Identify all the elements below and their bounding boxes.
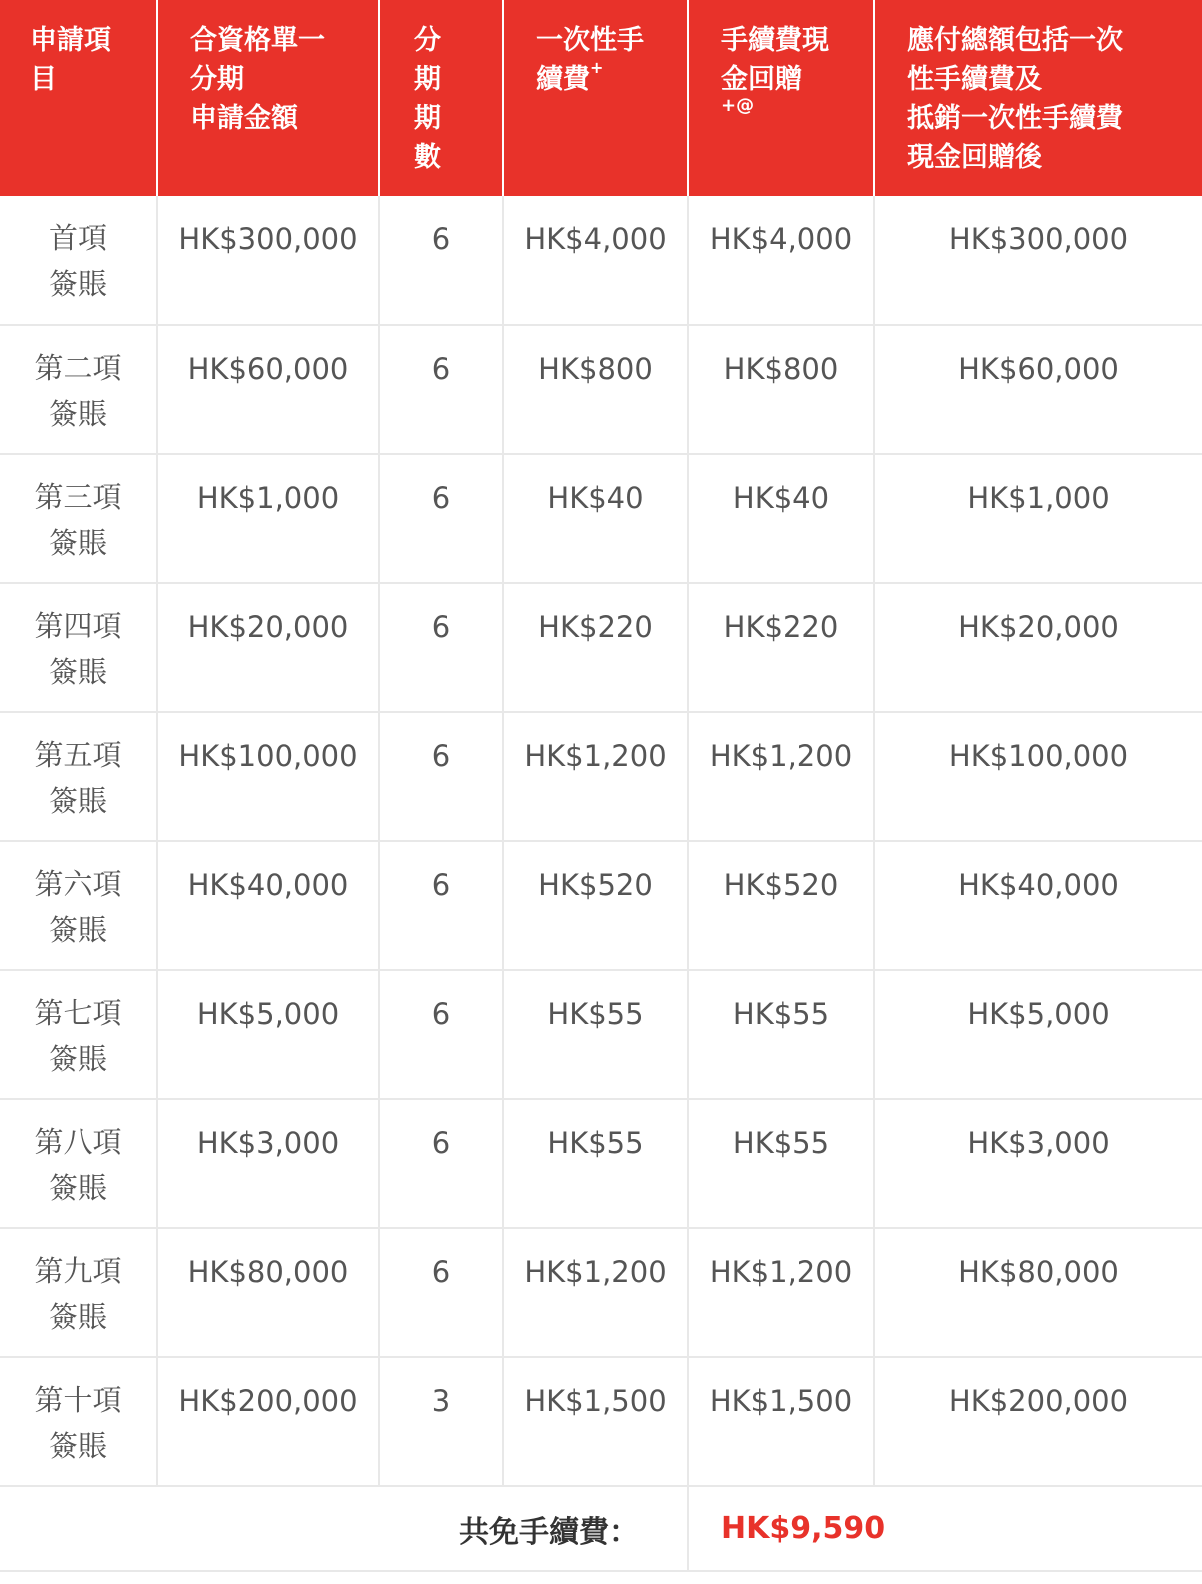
cell-amount: HK$1,000 <box>157 454 379 583</box>
cell-tenor: 6 <box>379 196 503 325</box>
cell-tenor: 6 <box>379 841 503 970</box>
cell-rebate: HK$1,200 <box>688 1228 874 1357</box>
header-line: 期 <box>414 103 441 134</box>
cell-payable: HK$60,000 <box>874 325 1202 454</box>
cell-amount: HK$300,000 <box>157 196 379 325</box>
cell-fee: HK$1,200 <box>503 712 688 841</box>
cell-item <box>0 1228 157 1357</box>
header-line: 應付總額包括一次 <box>907 25 1123 56</box>
item-line: 第三項 <box>34 480 122 514</box>
item-line: 第十項 <box>34 1383 122 1417</box>
cell-tenor: 6 <box>379 583 503 712</box>
header-line: 金回贈 <box>721 64 802 95</box>
cell-fee: HK$1,200 <box>503 1228 688 1357</box>
header-line: 申請金額 <box>190 103 298 134</box>
footnote-marker: +@ <box>721 95 755 116</box>
header-item <box>0 0 157 196</box>
item-line: 簽賬 <box>48 267 107 301</box>
cell-item <box>0 1357 157 1486</box>
cell-rebate: HK$800 <box>688 325 874 454</box>
cell-item <box>0 1099 157 1228</box>
cell-tenor: 6 <box>379 1228 503 1357</box>
cell-fee: HK$4,000 <box>503 196 688 325</box>
item-line: 簽賬 <box>48 784 107 818</box>
item-line: 簽賬 <box>48 1042 107 1076</box>
cell-item <box>0 841 157 970</box>
table-body <box>0 196 1202 1486</box>
cell-tenor: 6 <box>379 1099 503 1228</box>
table-header <box>0 0 1202 196</box>
item-line: 第七項 <box>34 996 122 1030</box>
cell-fee: HK$520 <box>503 841 688 970</box>
header-line-text: 續費 <box>536 64 590 95</box>
item-line: 簽賬 <box>48 913 107 947</box>
cell-rebate: HK$220 <box>688 583 874 712</box>
cell-item <box>0 454 157 583</box>
table-row <box>0 1099 1202 1228</box>
total-label: 共免手續費： <box>0 1486 688 1571</box>
item-line: 第四項 <box>34 609 122 643</box>
header-line: 抵銷一次性手續費 <box>907 103 1123 134</box>
cell-rebate: HK$1,500 <box>688 1357 874 1486</box>
cell-payable: HK$1,000 <box>874 454 1202 583</box>
cell-fee: HK$40 <box>503 454 688 583</box>
table-row <box>0 841 1202 970</box>
table-row <box>0 583 1202 712</box>
cell-fee: HK$1,500 <box>503 1357 688 1486</box>
table-row <box>0 454 1202 583</box>
header-rebate <box>688 0 874 196</box>
cell-fee: HK$55 <box>503 970 688 1099</box>
item-line: 首項 <box>48 221 107 255</box>
header-line: 分 <box>414 25 441 56</box>
cell-fee: HK$800 <box>503 325 688 454</box>
cell-amount: HK$20,000 <box>157 583 379 712</box>
item-line: 簽賬 <box>48 655 107 689</box>
cell-tenor: 6 <box>379 454 503 583</box>
cell-payable: HK$300,000 <box>874 196 1202 325</box>
cell-fee: HK$220 <box>503 583 688 712</box>
cell-rebate: HK$520 <box>688 841 874 970</box>
cell-tenor: 3 <box>379 1357 503 1486</box>
cell-item <box>0 325 157 454</box>
total-value: HK$9,590 <box>688 1486 1202 1571</box>
header-line: 現金回贈後 <box>907 142 1042 173</box>
header-row <box>0 0 1202 196</box>
cell-item <box>0 712 157 841</box>
header-line: 合資格單一 <box>190 25 325 56</box>
item-line: 簽賬 <box>48 1300 107 1334</box>
total-row <box>0 1486 1202 1571</box>
item-line: 第二項 <box>34 351 122 385</box>
header-line: 一次性手 <box>536 25 644 56</box>
table-row <box>0 712 1202 841</box>
header-line: 手續費現 <box>721 25 829 56</box>
cell-item <box>0 970 157 1099</box>
cell-amount: HK$100,000 <box>157 712 379 841</box>
table-row <box>0 325 1202 454</box>
cell-tenor: 6 <box>379 325 503 454</box>
cell-rebate: HK$55 <box>688 970 874 1099</box>
footnote-marker: + <box>590 58 604 77</box>
header-tenor <box>379 0 503 196</box>
header-line: 目 <box>30 64 57 95</box>
header-line: 期 <box>414 64 441 95</box>
cell-amount: HK$80,000 <box>157 1228 379 1357</box>
table-footer <box>0 1486 1202 1571</box>
table-row <box>0 1228 1202 1357</box>
cell-rebate: HK$40 <box>688 454 874 583</box>
cell-amount: HK$60,000 <box>157 325 379 454</box>
header-line: 分期 <box>190 64 244 95</box>
header-line: 數 <box>414 142 441 173</box>
cell-payable: HK$80,000 <box>874 1228 1202 1357</box>
item-line: 第五項 <box>34 738 122 772</box>
item-line: 簽賬 <box>48 397 107 431</box>
cell-fee: HK$55 <box>503 1099 688 1228</box>
item-line: 第六項 <box>34 867 122 901</box>
cell-payable: HK$20,000 <box>874 583 1202 712</box>
cell-payable: HK$40,000 <box>874 841 1202 970</box>
cell-tenor: 6 <box>379 712 503 841</box>
table-row <box>0 970 1202 1099</box>
cell-amount: HK$3,000 <box>157 1099 379 1228</box>
cell-payable: HK$5,000 <box>874 970 1202 1099</box>
cell-tenor: 6 <box>379 970 503 1099</box>
item-line: 第八項 <box>34 1125 122 1159</box>
cell-item <box>0 583 157 712</box>
cell-payable: HK$100,000 <box>874 712 1202 841</box>
cell-rebate: HK$4,000 <box>688 196 874 325</box>
header-fee <box>503 0 688 196</box>
item-line: 簽賬 <box>48 526 107 560</box>
cell-rebate: HK$1,200 <box>688 712 874 841</box>
cell-amount: HK$200,000 <box>157 1357 379 1486</box>
cell-amount: HK$40,000 <box>157 841 379 970</box>
cell-payable: HK$3,000 <box>874 1099 1202 1228</box>
item-line: 簽賬 <box>48 1171 107 1205</box>
header-line: 申請項 <box>30 25 111 56</box>
cell-amount: HK$5,000 <box>157 970 379 1099</box>
cell-rebate: HK$55 <box>688 1099 874 1228</box>
item-line: 簽賬 <box>48 1429 107 1463</box>
header-line: 性手續費及 <box>907 64 1042 95</box>
header-line <box>536 60 677 99</box>
table-row <box>0 196 1202 325</box>
table-row <box>0 1357 1202 1486</box>
header-amount <box>157 0 379 196</box>
header-payable <box>874 0 1202 196</box>
item-line: 第九項 <box>34 1254 122 1288</box>
cell-item <box>0 196 157 325</box>
cell-payable: HK$200,000 <box>874 1357 1202 1486</box>
